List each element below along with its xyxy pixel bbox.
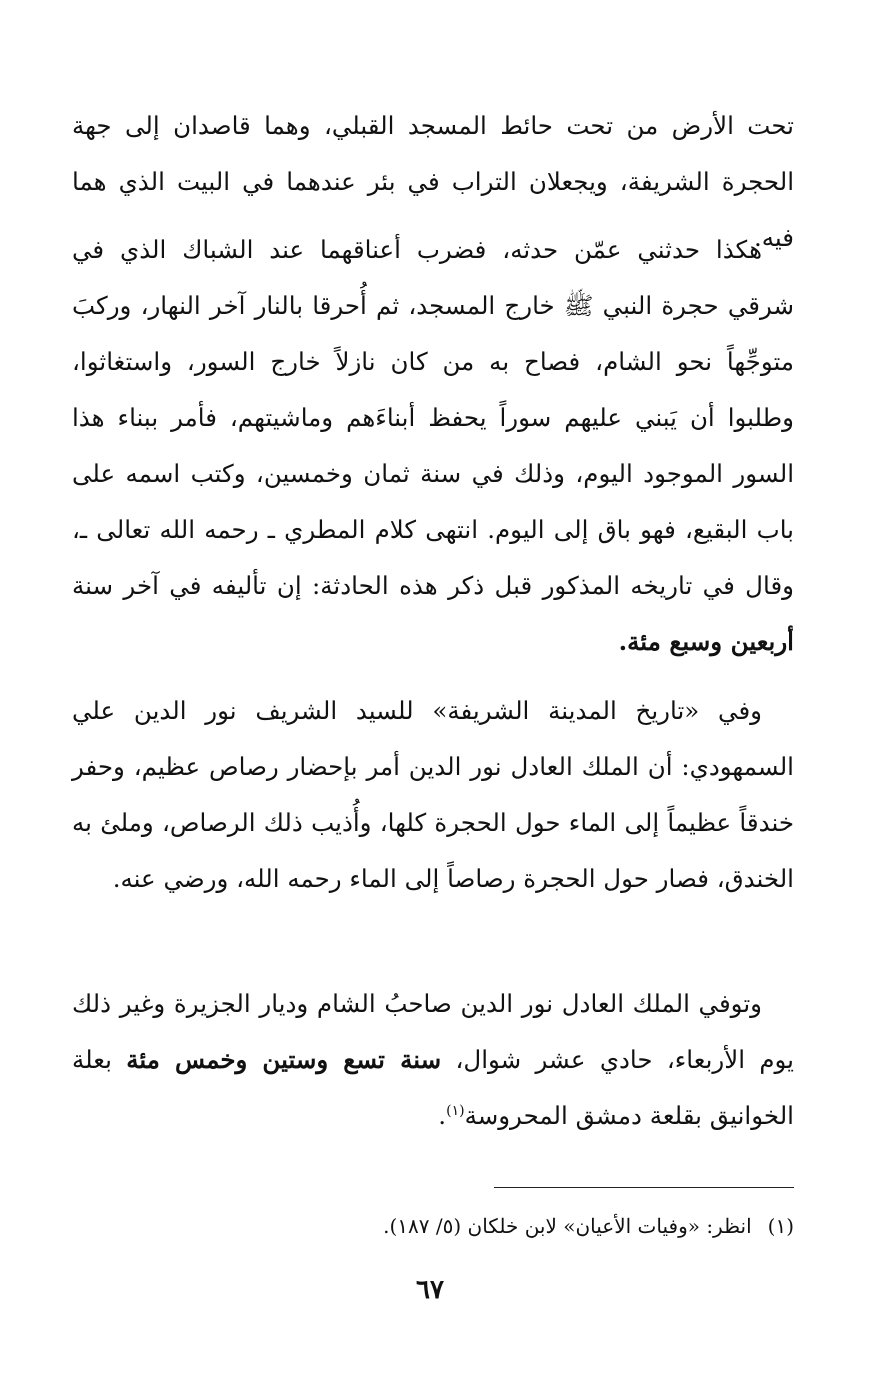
page-number: ٦٧ (416, 1275, 444, 1305)
paragraph-3-text: وفي «تاريخ المدينة الشريفة» للسيد الشريف نور الدين علي السمهودي: أن الملك العادل نور الدين أمر بإحضار رصاص عظيم، وحفر خندقاً عظيماً إلى الماء حول الحجرة كلها، وأُذيب ذلك الرصاص، وملئ به الخندق، فصار حول الحجرة رصاصاً إلى الماء رحمه الله، ورضي عنه. (72, 696, 794, 893)
paragraph-4-text-after: بعلة الخوانيق بقلعة دمشق المحروسة (72, 1045, 794, 1130)
paragraph-1-text: تحت الأرض من تحت حائط المسجد القبلي، وهما قاصدان إلى جهة الحجرة الشريفة، ويجعلان التراب في بئر عندهما في البيت الذي هما فيه. (72, 111, 794, 252)
paragraph-2-text: هكذا حدثني عمّن حدثه، فضرب أعناقهما عند الشباك الذي في شرقي حجرة النبي ﷺ خارج المسجد، ثم أُحرقا بالنار آخر النهار، وركبَ متوجِّهاً نحو الشام، فصاح به من كان نازلاً خارج السور، واستغاثوا، وطلبوا أن يَبني عليهم سوراً يحفظ أبناءَهم وماشيتهم، فأمر ببناء هذا السور الموجود اليوم، وذلك في سنة ثمان وخمسين، وكتب اسمه على باب البقيع، فهو باق إلى اليوم. انتهى كلام المطري ـ رحمه الله تعالى ـ، وقال في تاريخه المذكور قبل ذكر هذه الحادثة: إن تأليفه في آخر سنة (72, 235, 794, 600)
footnote-divider (494, 1187, 794, 1188)
footnote-text: انظر: «وفيات الأعيان» لابن خلكان (٥/ ١٨٧). (383, 1214, 752, 1238)
footnote (120, 1206, 794, 1246)
paragraph-4-end: . (438, 1101, 447, 1130)
footnote-reference[interactable]: (١) (446, 1102, 465, 1119)
paragraph-3 (72, 683, 794, 907)
paragraph-2 (72, 222, 794, 670)
paragraph-4-text-before: وتوفي الملك العادل نور الدين صاحبُ الشام وديار الجزيرة وغير ذلك يوم الأربعاء، حادي عشر شوال، (72, 989, 794, 1074)
paragraph-4 (72, 976, 794, 1144)
paragraph-4-bold: سنة تسع وستين وخمس مئة (126, 1045, 442, 1074)
paragraph-2-bold-tail: أربعين وسبع مئة. (618, 627, 794, 656)
footnote-number: (١) (767, 1214, 794, 1238)
